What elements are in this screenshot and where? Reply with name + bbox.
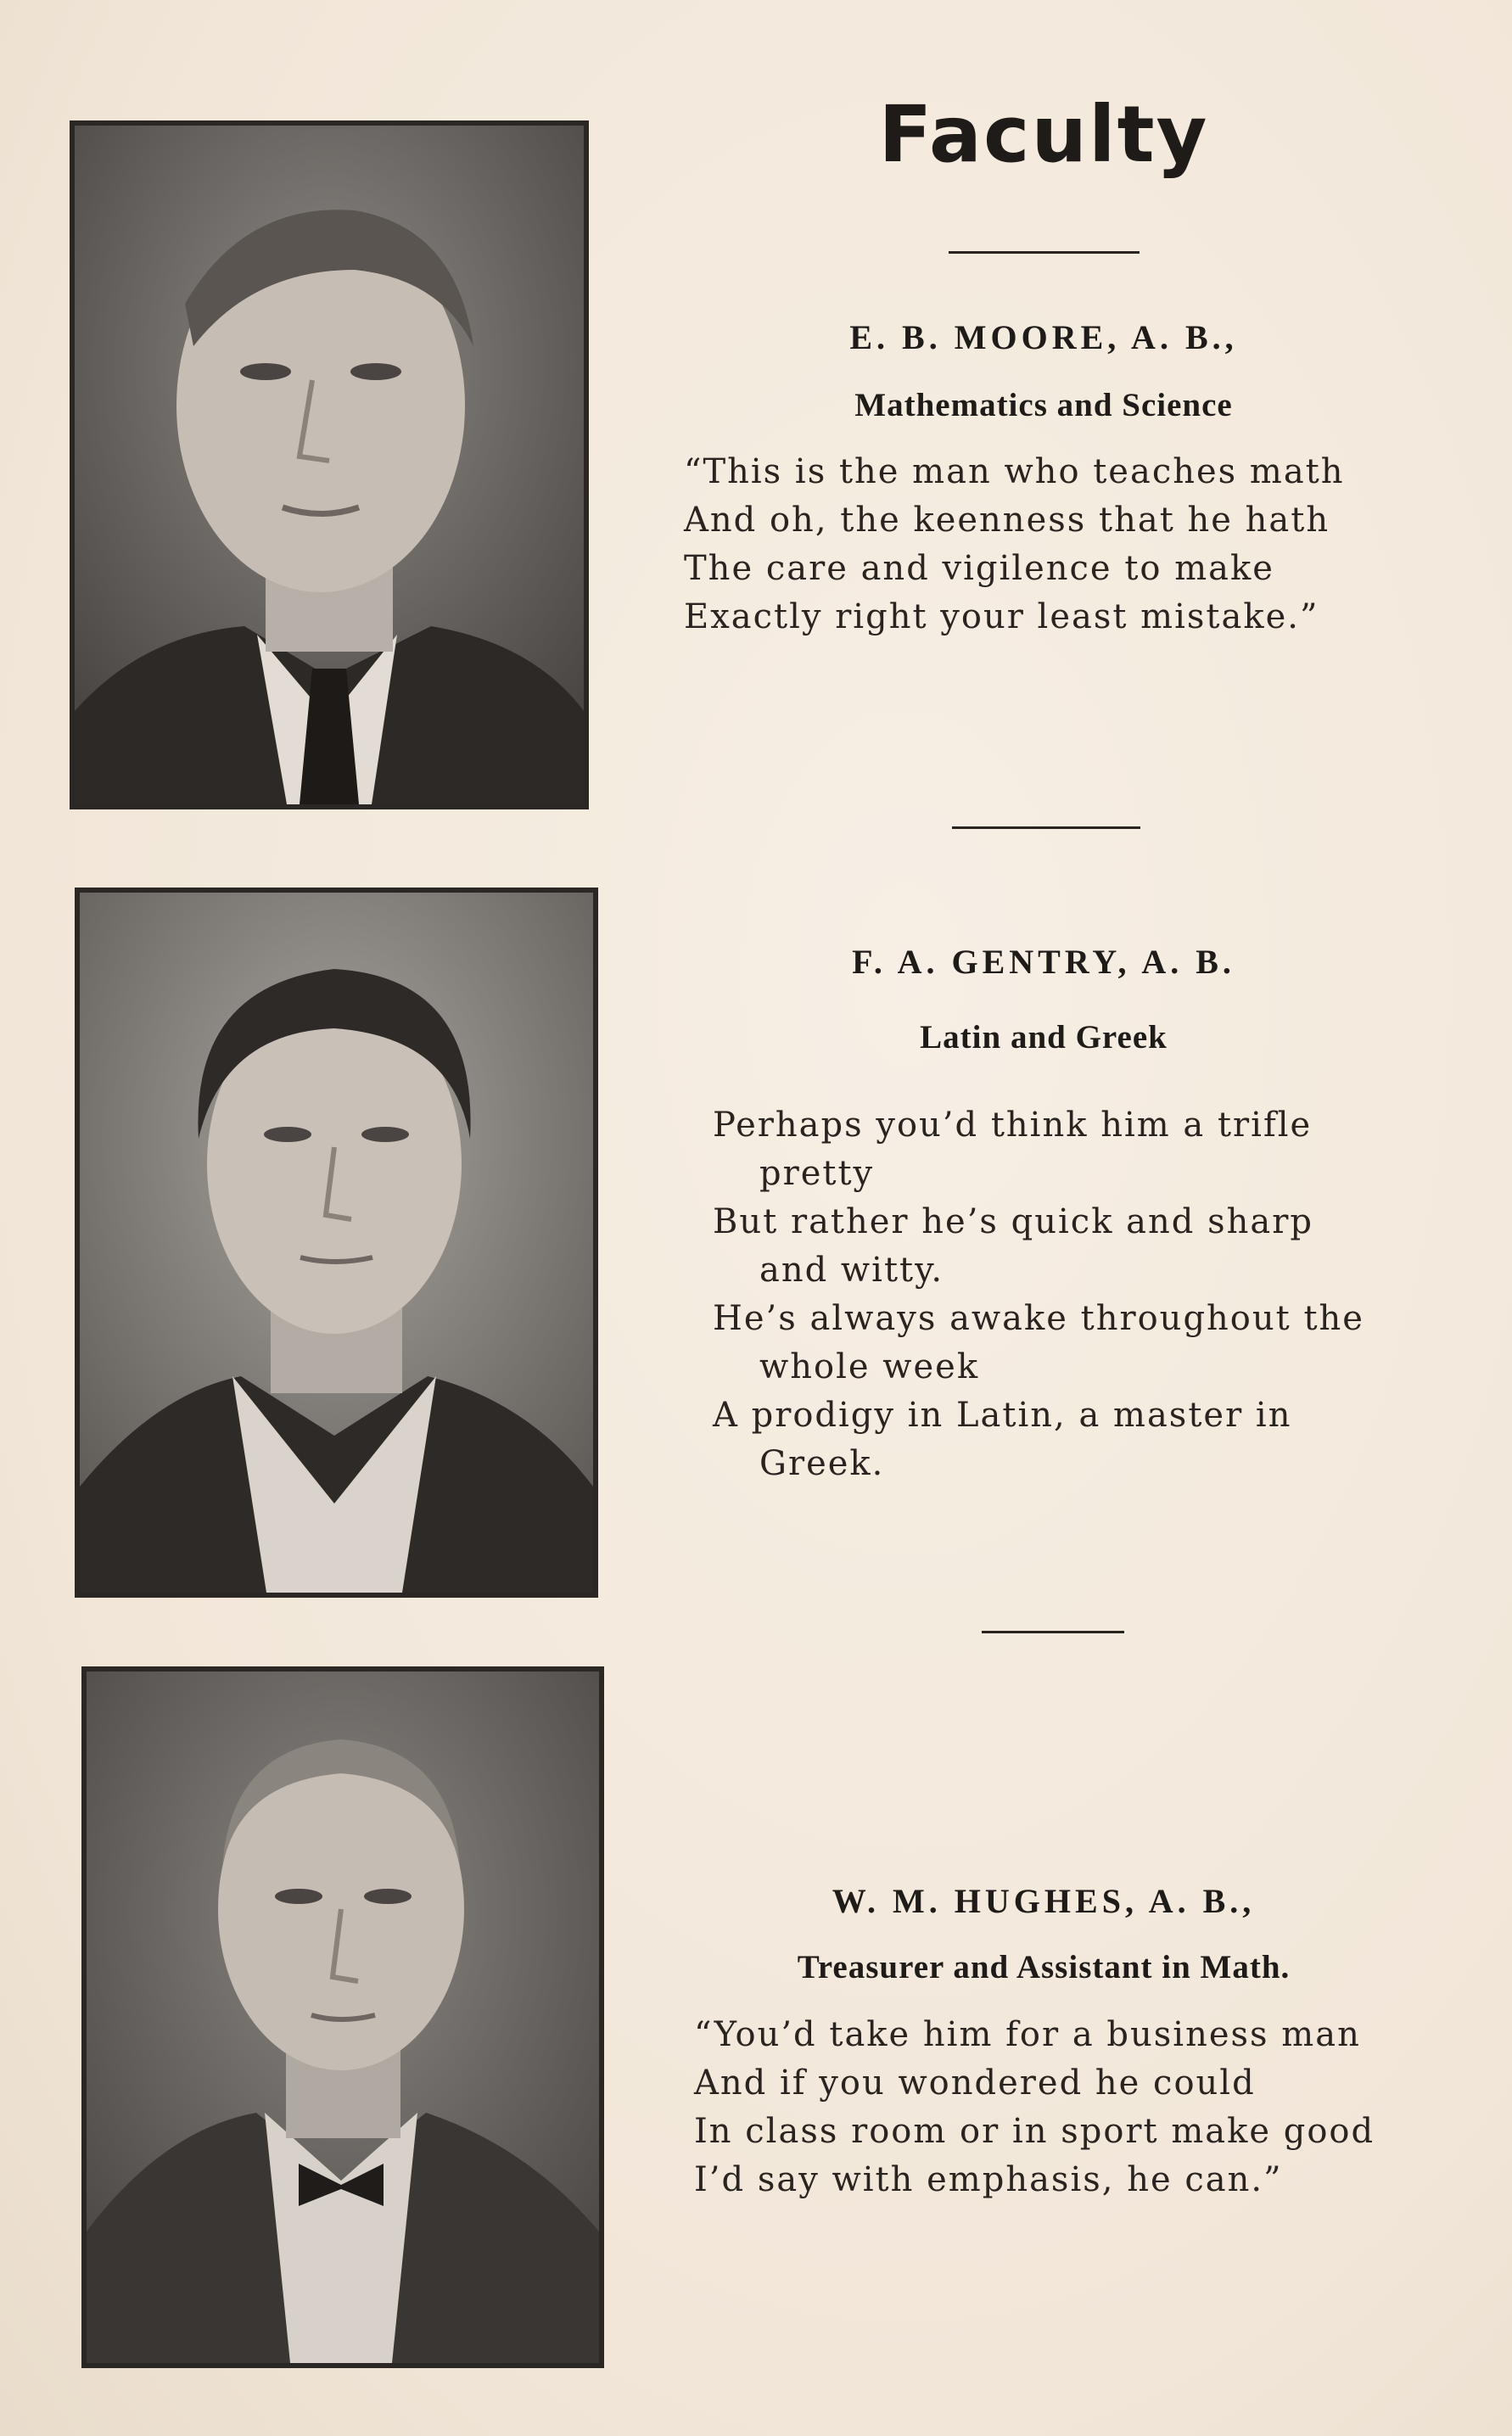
poem-line: Perhaps you’d think him a trifle	[713, 1106, 1313, 1145]
poem-line: pretty	[759, 1154, 875, 1193]
faculty-poem-gentry	[713, 1101, 1364, 1488]
faculty-name-moore: E. B. MOORE, A. B.,	[849, 318, 1238, 356]
section-divider	[982, 1631, 1124, 1633]
faculty-poem-hughes	[694, 2011, 1375, 2204]
poem-line: and witty.	[759, 1251, 944, 1290]
poem-line: I’d say with emphasis, he can.”	[694, 2160, 1283, 2199]
portrait-photo-gentry	[75, 888, 598, 1598]
poem-line: But rather he’s quick and sharp	[713, 1202, 1313, 1241]
poem-line: “You’d take him for a business man	[694, 2015, 1361, 2054]
poem-line: “This is the man who teaches math	[684, 452, 1345, 491]
poem-line: In class room or in sport make good	[694, 2112, 1375, 2151]
faculty-subject-hughes: Treasurer and Assistant in Math.	[797, 1949, 1291, 1985]
poem-line: And if you wondered he could	[694, 2064, 1256, 2103]
portrait-photo-hughes	[81, 1666, 604, 2368]
poem-line: whole week	[759, 1347, 980, 1386]
title-divider	[949, 251, 1140, 254]
poem-line: A prodigy in Latin, a master in	[713, 1396, 1292, 1435]
faculty-subject-moore: Mathematics and Science	[854, 387, 1233, 423]
portrait-photo-moore	[70, 120, 589, 809]
poem-line: Exactly right your least mistake.”	[684, 597, 1319, 636]
poem-line: Greek.	[759, 1444, 885, 1483]
section-divider	[952, 826, 1140, 829]
faculty-name-hughes: W. M. HUGHES, A. B.,	[832, 1882, 1256, 1920]
poem-line: And oh, the keenness that he hath	[684, 501, 1330, 540]
faculty-poem-moore	[684, 448, 1345, 641]
faculty-name-gentry: F. A. GENTRY, A. B.	[852, 943, 1235, 981]
poem-line: He’s always awake throughout the	[713, 1299, 1364, 1338]
faculty-subject-gentry: Latin and Greek	[920, 1019, 1168, 1056]
poem-line: The care and vigilence to make	[684, 549, 1274, 588]
page-title: Faculty	[878, 89, 1209, 180]
